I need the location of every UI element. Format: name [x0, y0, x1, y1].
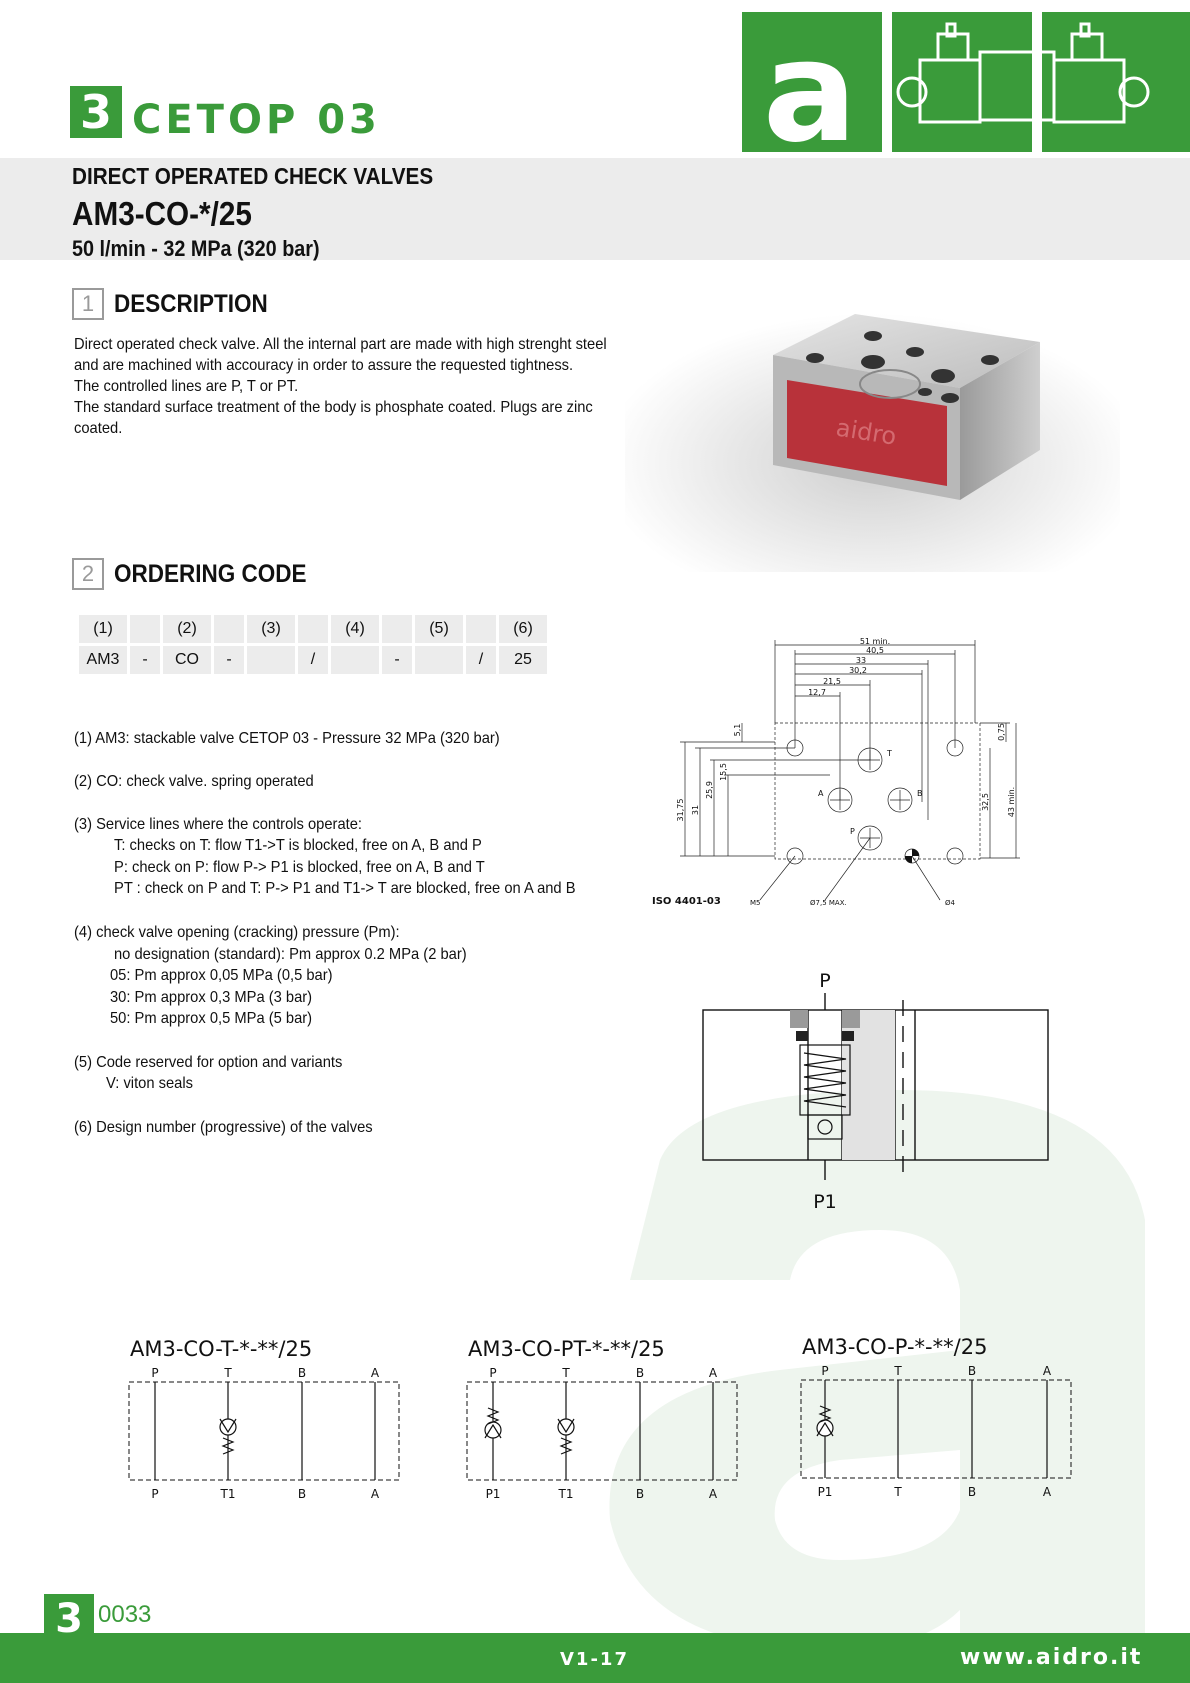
symbol-port: A — [1042, 1364, 1052, 1378]
port-label: P — [850, 827, 855, 836]
section-title-description: DESCRIPTION — [114, 290, 268, 318]
footer-url[interactable]: www.aidro.it — [960, 1645, 1143, 1670]
brand-logo — [742, 12, 1190, 152]
dim-label: 31 — [691, 804, 700, 816]
dim-label: 5,1 — [733, 723, 742, 737]
page-badge — [44, 1594, 94, 1644]
ordering-note: PT : check on P and T: P-> P1 and T1-> T are blocked, free on A and B — [114, 880, 576, 897]
table-cell: CO — [163, 646, 211, 674]
ordering-note: (2) CO: check valve. spring operated — [74, 773, 314, 790]
product-photo — [625, 300, 1120, 572]
symbol-port: A — [708, 1366, 718, 1380]
page-badge-number: 3 — [47, 1597, 91, 1641]
series-badge: 3 — [70, 86, 122, 138]
port-label: B — [917, 789, 923, 798]
document-model: AM3-CO-*/25 — [72, 195, 252, 232]
table-cell: - — [214, 646, 244, 674]
document-rating: 50 l/min - 32 MPa (320 bar) — [72, 236, 320, 261]
footer-version: V1-17 — [560, 1649, 629, 1670]
drawing-note: Ø7,5 MAX. — [810, 899, 847, 907]
hydraulic-symbol-p — [797, 1362, 1077, 1502]
dim-label: 33 — [855, 656, 867, 665]
table-cell — [247, 646, 295, 674]
symbol-port: B — [967, 1485, 977, 1499]
ordering-note: 50: Pm approx 0,5 MPa (5 bar) — [110, 1010, 313, 1027]
table-cell: / — [466, 646, 496, 674]
symbol-port: T1 — [558, 1487, 574, 1501]
hydraulic-symbol-t — [125, 1364, 405, 1504]
symbol-port: A — [370, 1366, 380, 1380]
document-category: DIRECT OPERATED CHECK VALVES — [72, 163, 434, 189]
table-cell: (4) — [331, 615, 379, 643]
table-cell: (6) — [499, 615, 547, 643]
ordering-note: (5) Code reserved for option and variants — [74, 1054, 343, 1071]
ordering-note: 30: Pm approx 0,3 MPa (3 bar) — [110, 989, 313, 1006]
ordering-note: V: viton seals — [106, 1075, 193, 1092]
dim-label: 32,5 — [981, 793, 990, 811]
table-cell: / — [298, 646, 328, 674]
symbol-title: AM3-CO-P-*-**/25 — [802, 1335, 988, 1359]
symbol-port: T — [894, 1364, 902, 1378]
iso-standard-label: ISO 4401-03 — [652, 896, 721, 907]
ordering-note: 05: Pm approx 0,05 MPa (0,5 bar) — [110, 967, 333, 984]
series-title: CETOP 03 — [132, 97, 381, 143]
description-line: and are machined with accouracy in order to assure the requested tightness. — [74, 357, 574, 374]
description-line: coated. — [74, 420, 123, 437]
port-label-p: P — [819, 970, 831, 992]
table-cell — [466, 615, 496, 643]
symbol-port: B — [297, 1366, 307, 1380]
table-cell: 25 — [499, 646, 547, 674]
description-line: The controlled lines are P, T or PT. — [74, 378, 299, 395]
table-cell — [298, 615, 328, 643]
symbol-port: A — [708, 1487, 718, 1501]
dim-label: 31,75 — [676, 798, 685, 822]
symbol-port: P — [151, 1366, 159, 1380]
dim-label: 12,7 — [808, 688, 826, 697]
table-cell: (1) — [79, 615, 127, 643]
dim-label: 25,9 — [705, 781, 714, 799]
section-number-ordering: 2 — [72, 558, 104, 590]
description-text — [74, 334, 653, 439]
ordering-code-table — [76, 612, 550, 677]
description-line: Direct operated check valve. All the internal part are made with high strenght steel — [74, 336, 607, 353]
port-label: A — [818, 789, 824, 798]
mounting-surface-drawing — [650, 630, 1030, 915]
symbol-port: P1 — [817, 1485, 833, 1499]
table-cell — [382, 615, 412, 643]
dim-label: 21,5 — [823, 677, 841, 686]
symbol-port: T1 — [220, 1487, 236, 1501]
ordering-note: no designation (standard): Pm approx 0.2 MPa (2 bar) — [114, 946, 467, 963]
symbol-port: P — [151, 1487, 159, 1501]
dim-label: 43 min. — [1007, 786, 1016, 818]
port-label: T — [887, 749, 892, 758]
symbol-port: T — [562, 1366, 570, 1380]
section-number-description: 1 — [72, 288, 104, 320]
symbol-title: AM3-CO-T-*-**/25 — [130, 1337, 313, 1361]
drawing-note: Ø4 — [945, 899, 955, 907]
table-cell — [130, 615, 160, 643]
ordering-note: P: check on P: flow P-> P1 is blocked, free on A, B and T — [114, 859, 485, 876]
table-cell — [214, 615, 244, 643]
ordering-note: (3) Service lines where the controls operate: — [74, 816, 363, 833]
ordering-note: (4) check valve opening (cracking) pressure (Pm): — [74, 924, 400, 941]
symbol-port: P1 — [485, 1487, 501, 1501]
symbol-port: A — [1042, 1485, 1052, 1499]
symbol-port: P — [821, 1364, 829, 1378]
table-row — [79, 646, 547, 674]
symbol-port: B — [297, 1487, 307, 1501]
symbol-port: P — [489, 1366, 497, 1380]
ordering-note: (1) AM3: stackable valve CETOP 03 - Pressure 32 MPa (320 bar) — [74, 730, 500, 747]
logo-letter: a — [762, 12, 858, 152]
nameplate-brand-text: aidro — [834, 413, 899, 451]
dim-label: 15,5 — [719, 763, 728, 781]
hydraulic-symbol-pt — [463, 1364, 743, 1504]
table-cell: - — [382, 646, 412, 674]
symbol-port: B — [967, 1364, 977, 1378]
symbol-port: A — [370, 1487, 380, 1501]
dim-label: 30,2 — [849, 666, 867, 675]
drawing-note: M5 — [750, 899, 761, 907]
symbol-port: T — [224, 1366, 232, 1380]
dim-label: 40,5 — [866, 646, 884, 655]
symbol-port: B — [635, 1366, 645, 1380]
table-cell: AM3 — [79, 646, 127, 674]
page-code: 0033 — [98, 1601, 152, 1628]
table-cell — [331, 646, 379, 674]
symbol-port: T — [894, 1485, 902, 1499]
dim-label: 0,75 — [997, 723, 1006, 741]
table-cell: (2) — [163, 615, 211, 643]
table-cell: (5) — [415, 615, 463, 643]
dim-label: 51 min. — [859, 637, 891, 646]
port-label-p1: P1 — [813, 1191, 837, 1213]
valve-section-drawing — [700, 965, 1055, 1215]
table-cell: - — [130, 646, 160, 674]
table-cell — [415, 646, 463, 674]
ordering-note: T: checks on T: flow T1->T is blocked, free on A, B and P — [114, 837, 482, 854]
ordering-note: (6) Design number (progressive) of the valves — [74, 1119, 373, 1136]
symbol-title: AM3-CO-PT-*-**/25 — [468, 1337, 665, 1361]
table-row — [79, 615, 547, 643]
table-cell: (3) — [247, 615, 295, 643]
symbol-port: B — [635, 1487, 645, 1501]
description-line: The standard surface treatment of the body is phosphate coated. Plugs are zinc — [74, 399, 593, 416]
section-title-ordering: ORDERING CODE — [114, 560, 307, 588]
